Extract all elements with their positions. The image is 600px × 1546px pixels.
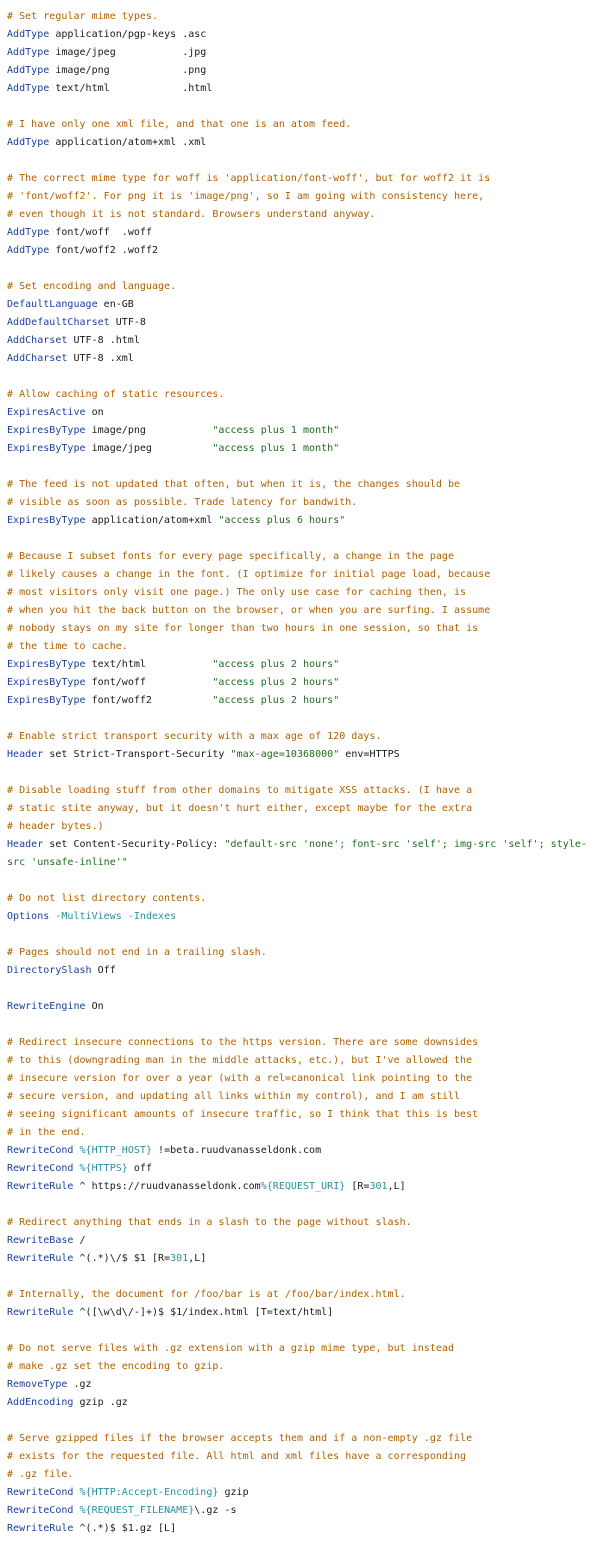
code-line (7, 350, 593, 368)
blank-line (7, 1016, 593, 1034)
code-token: ExpiresByType (7, 515, 86, 526)
code-token: ^ https://ruudvanasseldonk.com (73, 1181, 261, 1192)
code-line (7, 116, 593, 134)
blank-line (7, 98, 593, 116)
code-token: UTF-8 .html (67, 335, 140, 346)
code-line (7, 1376, 593, 1394)
code-token: image/jpeg .jpg (49, 47, 207, 58)
code-token: env=HTTPS (339, 749, 400, 760)
code-token: # even though it is not standard. Browsers understand anyway. (7, 209, 376, 220)
code-line (7, 1430, 593, 1448)
code-token: # Allow caching of static resources. (7, 389, 225, 400)
code-line (7, 26, 593, 44)
code-line (7, 440, 593, 458)
code-token: # Set regular mime types. (7, 11, 159, 22)
code-token: \.gz -s (194, 1505, 237, 1516)
code-token: .gz (67, 1379, 92, 1390)
code-line (7, 1358, 593, 1376)
code-line (7, 1466, 593, 1484)
code-token: AddCharset (7, 353, 68, 364)
code-line (7, 638, 593, 656)
code-token: font/woff (85, 677, 213, 688)
code-token: font/woff2 .woff2 (49, 245, 159, 256)
code-token: # secure version, and updating all links within my control), and I am still (7, 1091, 461, 1102)
code-line (7, 8, 593, 26)
code-token: font/woff .woff (49, 227, 152, 238)
code-line (7, 62, 593, 80)
code-line (7, 1394, 593, 1412)
code-token: ExpiresActive (7, 407, 86, 418)
code-token: image/png .png (49, 65, 207, 76)
code-token: ,L] (188, 1253, 207, 1264)
code-token: AddType (7, 29, 50, 40)
code-line (7, 1142, 593, 1160)
code-line (7, 1052, 593, 1070)
code-line (7, 1304, 593, 1322)
code-line (7, 494, 593, 512)
blank-line (7, 710, 593, 728)
code-token: # to this (downgrading man in the middle attacks, etc.), but I've allowed the (7, 1055, 473, 1066)
code-line (7, 1178, 593, 1196)
code-token: ^([\w\d\/-]+)$ $1/index.html [T=text/html] (73, 1307, 334, 1318)
code-line (7, 746, 593, 764)
code-token: font/woff2 (85, 695, 213, 706)
code-token: # The correct mime type for woff is 'application/font-woff', but for woff2 it is (7, 173, 491, 184)
code-token: # Because I subset fonts for every page specifically, a change in the page (7, 551, 454, 562)
code-line (7, 620, 593, 638)
code-token: # I have only one xml file, and that one is an atom feed. (7, 119, 352, 130)
blank-line (7, 1322, 593, 1340)
code-token: RewriteEngine (7, 1001, 86, 1012)
code-line (7, 1088, 593, 1106)
code-token: %{REQUEST_URI} (260, 1181, 346, 1192)
blank-line (7, 926, 593, 944)
blank-line (7, 260, 593, 278)
code-token: RewriteRule (7, 1307, 74, 1318)
code-token: ExpiresByType (7, 443, 86, 454)
code-token: ExpiresByType (7, 677, 86, 688)
code-token: ExpiresByType (7, 425, 86, 436)
blank-line (7, 458, 593, 476)
code-line (7, 134, 593, 152)
code-token: en-GB (97, 299, 134, 310)
code-token: # Set encoding and language. (7, 281, 177, 292)
code-token: UTF-8 (109, 317, 146, 328)
code-token: # Redirect anything that ends in a slash to the page without slash. (7, 1217, 412, 1228)
code-token: / (73, 1235, 86, 1246)
code-line (7, 386, 593, 404)
code-token: # Redirect insecure connections to the https version. There are some downsides (7, 1037, 479, 1048)
code-token: # Enable strict transport security with a max age of 120 days. (7, 731, 382, 742)
code-token: 301 (369, 1181, 388, 1192)
code-token: [R= (345, 1181, 370, 1192)
code-token: %{HTTP_HOST} (79, 1145, 152, 1156)
code-line (7, 944, 593, 962)
code-line (7, 278, 593, 296)
code-line (7, 296, 593, 314)
code-line (7, 512, 593, 530)
code-token: set Strict-Transport-Security (43, 749, 231, 760)
code-token: RewriteCond (7, 1505, 74, 1516)
code-token: # nobody stays on my site for longer than two hours in one session, so that is (7, 623, 479, 634)
code-token: # in the end. (7, 1127, 86, 1138)
code-line (7, 656, 593, 674)
code-token: -MultiViews -Indexes (55, 911, 177, 922)
code-token: %{HTTPS} (79, 1163, 128, 1174)
code-token: "access plus 1 month" (212, 425, 340, 436)
code-line (7, 1070, 593, 1088)
code-token: set Content-Security-Policy: (43, 839, 225, 850)
code-line (7, 962, 593, 980)
code-token: # Disable loading stuff from other domains to mitigate XSS attacks. (I have a (7, 785, 473, 796)
code-line (7, 908, 593, 926)
code-token: # Serve gzipped files if the browser accepts them and if a non-empty .gz file (7, 1433, 473, 1444)
code-line (7, 476, 593, 494)
code-token: %{HTTP:Accept-Encoding} (79, 1487, 219, 1498)
code-token: ^(.*)\/$ $1 [R= (73, 1253, 171, 1264)
code-token: # visible as soon as possible. Trade latency for bandwith. (7, 497, 358, 508)
code-token: # exists for the requested file. All html and xml files have a corresponding (7, 1451, 467, 1462)
blank-line (7, 1196, 593, 1214)
code-line (7, 674, 593, 692)
code-token: RemoveType (7, 1379, 68, 1390)
code-line (7, 242, 593, 260)
code-token: Options (7, 911, 50, 922)
code-token: "max-age=10368000" (230, 749, 340, 760)
code-token: # 'font/woff2'. For png it is 'image/png', so I am going with consistency here, (7, 191, 485, 202)
code-token: src 'unsafe-inline'" (7, 857, 128, 868)
code-line (7, 602, 593, 620)
code-token: ExpiresByType (7, 659, 86, 670)
code-token: UTF-8 .xml (67, 353, 134, 364)
code-token: "default-src 'none'; font-src 'self'; img-src 'self'; style- (224, 839, 587, 850)
code-token: RewriteCond (7, 1487, 74, 1498)
code-token: # The feed is not updated that often, but when it is, the changes should be (7, 479, 461, 490)
code-line (7, 692, 593, 710)
code-line (7, 44, 593, 62)
code-token: AddType (7, 227, 50, 238)
code-token: RewriteBase (7, 1235, 74, 1246)
code-token: gzip .gz (73, 1397, 128, 1408)
code-line (7, 1502, 593, 1520)
code-token: Header (7, 749, 44, 760)
code-token: image/jpeg (85, 443, 213, 454)
code-line (7, 584, 593, 602)
code-token: # Do not serve files with .gz extension with a gzip mime type, but instead (7, 1343, 454, 1354)
code-token: RewriteCond (7, 1145, 74, 1156)
code-line (7, 80, 593, 98)
code-line (7, 1106, 593, 1124)
code-token: Off (91, 965, 116, 976)
code-line (7, 1250, 593, 1268)
code-token: off (127, 1163, 152, 1174)
code-token: application/pgp-keys .asc (49, 29, 207, 40)
code-token: AddType (7, 137, 50, 148)
code-token: "access plus 2 hours" (212, 659, 340, 670)
code-line (7, 1448, 593, 1466)
blank-line (7, 368, 593, 386)
blank-line (7, 530, 593, 548)
code-token: AddType (7, 245, 50, 256)
code-token: # when you hit the back button on the browser, or when you are surfing. I assume (7, 605, 491, 616)
code-line (7, 782, 593, 800)
blank-line (7, 764, 593, 782)
blank-line (7, 1268, 593, 1286)
code-line (7, 1286, 593, 1304)
code-token: On (85, 1001, 104, 1012)
code-line (7, 890, 593, 908)
code-token: gzip (218, 1487, 249, 1498)
code-line (7, 224, 593, 242)
code-block (7, 8, 593, 1538)
code-token: image/png (85, 425, 213, 436)
code-token: "access plus 2 hours" (212, 695, 340, 706)
code-token: AddDefaultCharset (7, 317, 110, 328)
blank-line (7, 152, 593, 170)
code-line (7, 1484, 593, 1502)
code-line (7, 818, 593, 836)
code-token: AddType (7, 47, 50, 58)
code-token: RewriteRule (7, 1523, 74, 1534)
code-token: # insecure version for over a year (with a rel=canonical link pointing to the (7, 1073, 473, 1084)
code-token: # Do not list directory contents. (7, 893, 207, 904)
code-token: on (85, 407, 104, 418)
code-token: # the time to cache. (7, 641, 128, 652)
code-line (7, 188, 593, 206)
code-token: # seeing significant amounts of insecure traffic, so I think that this is best (7, 1109, 479, 1120)
code-token: ,L] (387, 1181, 406, 1192)
code-token: text/html .html (49, 83, 213, 94)
code-token: AddCharset (7, 335, 68, 346)
code-token: DefaultLanguage (7, 299, 98, 310)
code-line (7, 170, 593, 188)
code-token: application/atom+xml (85, 515, 219, 526)
code-token: application/atom+xml .xml (49, 137, 207, 148)
code-line (7, 800, 593, 818)
code-line (7, 1160, 593, 1178)
code-token: # Pages should not end in a trailing slash. (7, 947, 267, 958)
code-token: %{REQUEST_FILENAME} (79, 1505, 195, 1516)
code-token: # static stite anyway, but it doesn't hurt either, except maybe for the extra (7, 803, 473, 814)
code-token: "access plus 6 hours" (218, 515, 346, 526)
code-line (7, 1214, 593, 1232)
code-token: # .gz file. (7, 1469, 74, 1480)
code-line (7, 422, 593, 440)
code-line (7, 404, 593, 422)
code-line (7, 1124, 593, 1142)
code-line (7, 1340, 593, 1358)
code-line (7, 854, 593, 872)
code-token: # most visitors only visit one page.) The only use case for caching then, is (7, 587, 467, 598)
code-token: RewriteRule (7, 1181, 74, 1192)
code-token: AddType (7, 65, 50, 76)
code-token: # make .gz set the encoding to gzip. (7, 1361, 225, 1372)
code-token: # Internally, the document for /foo/bar is at /foo/bar/index.html. (7, 1289, 406, 1300)
code-token: 301 (170, 1253, 189, 1264)
code-line (7, 1232, 593, 1250)
code-token: ExpiresByType (7, 695, 86, 706)
code-token: "access plus 2 hours" (212, 677, 340, 688)
code-line (7, 206, 593, 224)
code-token: RewriteRule (7, 1253, 74, 1264)
code-line (7, 836, 593, 854)
code-token: !=beta.ruudvanasseldonk.com (152, 1145, 322, 1156)
code-line (7, 566, 593, 584)
code-line (7, 548, 593, 566)
code-token: AddEncoding (7, 1397, 74, 1408)
code-token: ^(.*)$ $1.gz [L] (73, 1523, 177, 1534)
blank-line (7, 872, 593, 890)
code-line (7, 332, 593, 350)
code-token: AddType (7, 83, 50, 94)
code-line (7, 314, 593, 332)
blank-line (7, 980, 593, 998)
code-token: # likely causes a change in the font. (I optimize for initial page load, because (7, 569, 491, 580)
code-token: "access plus 1 month" (212, 443, 340, 454)
code-line (7, 1034, 593, 1052)
blank-line (7, 1412, 593, 1430)
code-line (7, 998, 593, 1016)
code-line (7, 1520, 593, 1538)
code-token: DirectorySlash (7, 965, 92, 976)
code-token: RewriteCond (7, 1163, 74, 1174)
code-token: Header (7, 839, 44, 850)
code-token: text/html (85, 659, 213, 670)
code-token: # header bytes.) (7, 821, 104, 832)
code-line (7, 728, 593, 746)
